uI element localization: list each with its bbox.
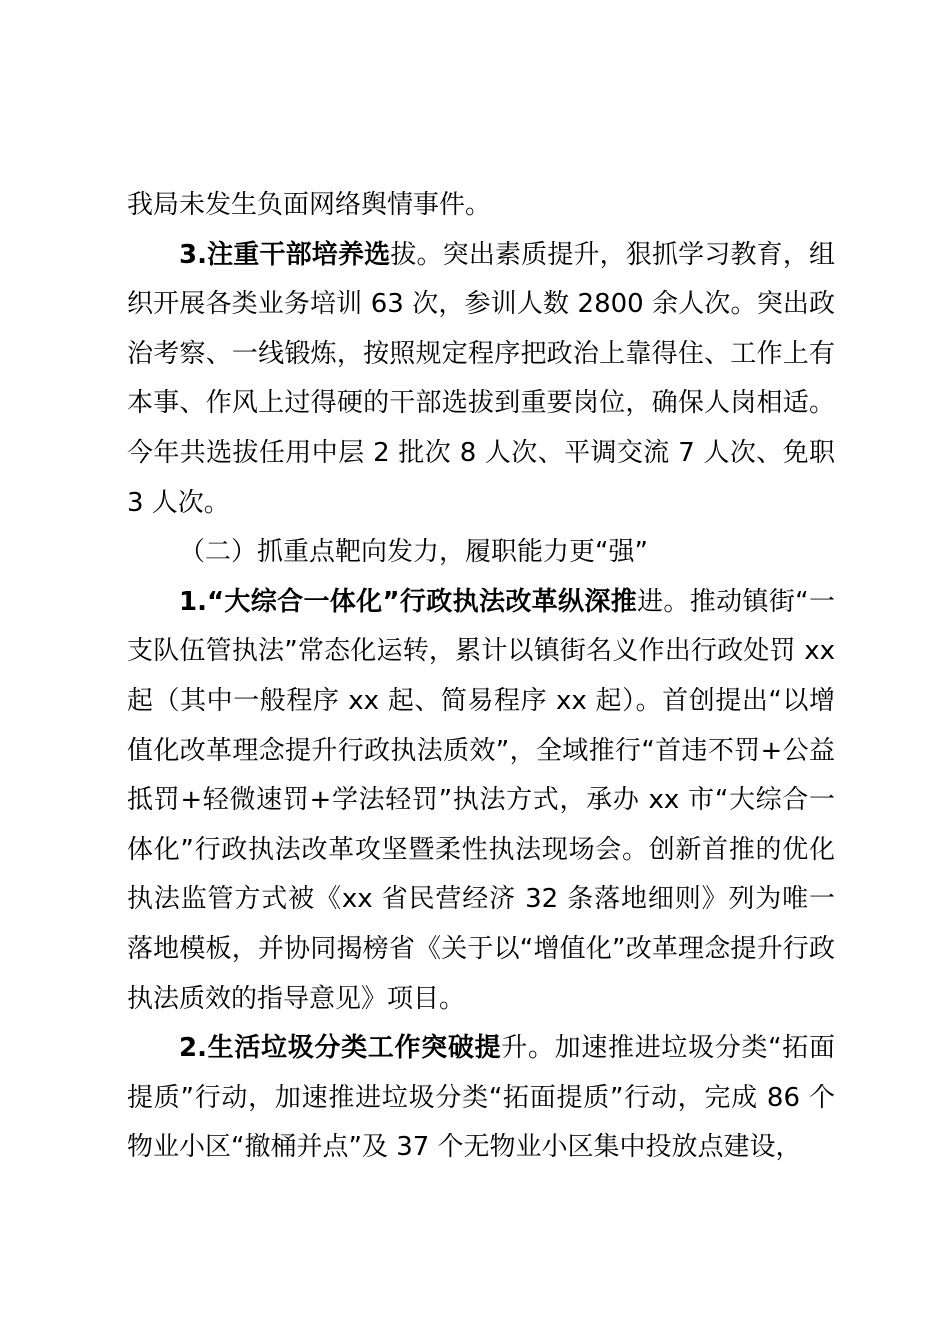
section-heading-text: （二）抓重点靶向发力，履职能力更“强”: [179, 537, 648, 568]
paragraph-2-text: 拔。突出素质提升，狠抓学习教育，组织开展各类业务培训 63 次，参训人数 2800 余人次。突出政治考察、一线锻炼，按照规定程序把政治上靠得住、工作上有本事、作风上过得硬的干部选拔到重要岗位，确保人岗相适。今年共选拔任用中层 2 批次 8 人次、平调交流 7 人次、免职 3 人次。: [127, 239, 835, 518]
paragraph-5-heading: 2.生活垃圾分类工作突破提: [179, 1033, 502, 1064]
paragraph-4: [127, 578, 835, 1024]
section-heading: [127, 528, 835, 578]
paragraph-5: [127, 1024, 835, 1173]
paragraph-5-text: 升。加速推进垃圾分类“拓面提质”行动，加速推进垃圾分类“拓面提质”行动，完成 86 个物业小区“撤桶并点”及 37 个无物业小区集中投放点建设，: [127, 1033, 835, 1163]
paragraph-1: [127, 181, 835, 231]
document-body: [127, 181, 835, 1173]
paragraph-1-text: 我局未发生负面网络舆情事件。: [127, 190, 492, 220]
paragraph-4-text: 进。推动镇街“一支队伍管执法”常态化运转，累计以镇街名义作出行政处罚 xx 起（其中一般程序 xx 起、简易程序 xx 起）。首创提出“以增值化改革理念提升行政执法质效”，全域推行“首违不罚+公益抵罚+轻微速罚+学法轻罚”执法方式，承办 xx 市“大综合一体化”行政执法改革攻坚暨柔性执法现场会。创新首推的优化执法监管方式被《xx 省民营经济 32 条落地细则》列为唯一落地模板，并协同揭榜省《关于以“增值化”改革理念提升行政执法质效的指导意见》项目。: [127, 586, 835, 1014]
paragraph-4-heading: 1.“大综合一体化”行政执法改革纵深推: [179, 586, 638, 617]
paragraph-2-heading: 3.注重干部培养选: [179, 239, 391, 270]
paragraph-2: [127, 231, 835, 529]
